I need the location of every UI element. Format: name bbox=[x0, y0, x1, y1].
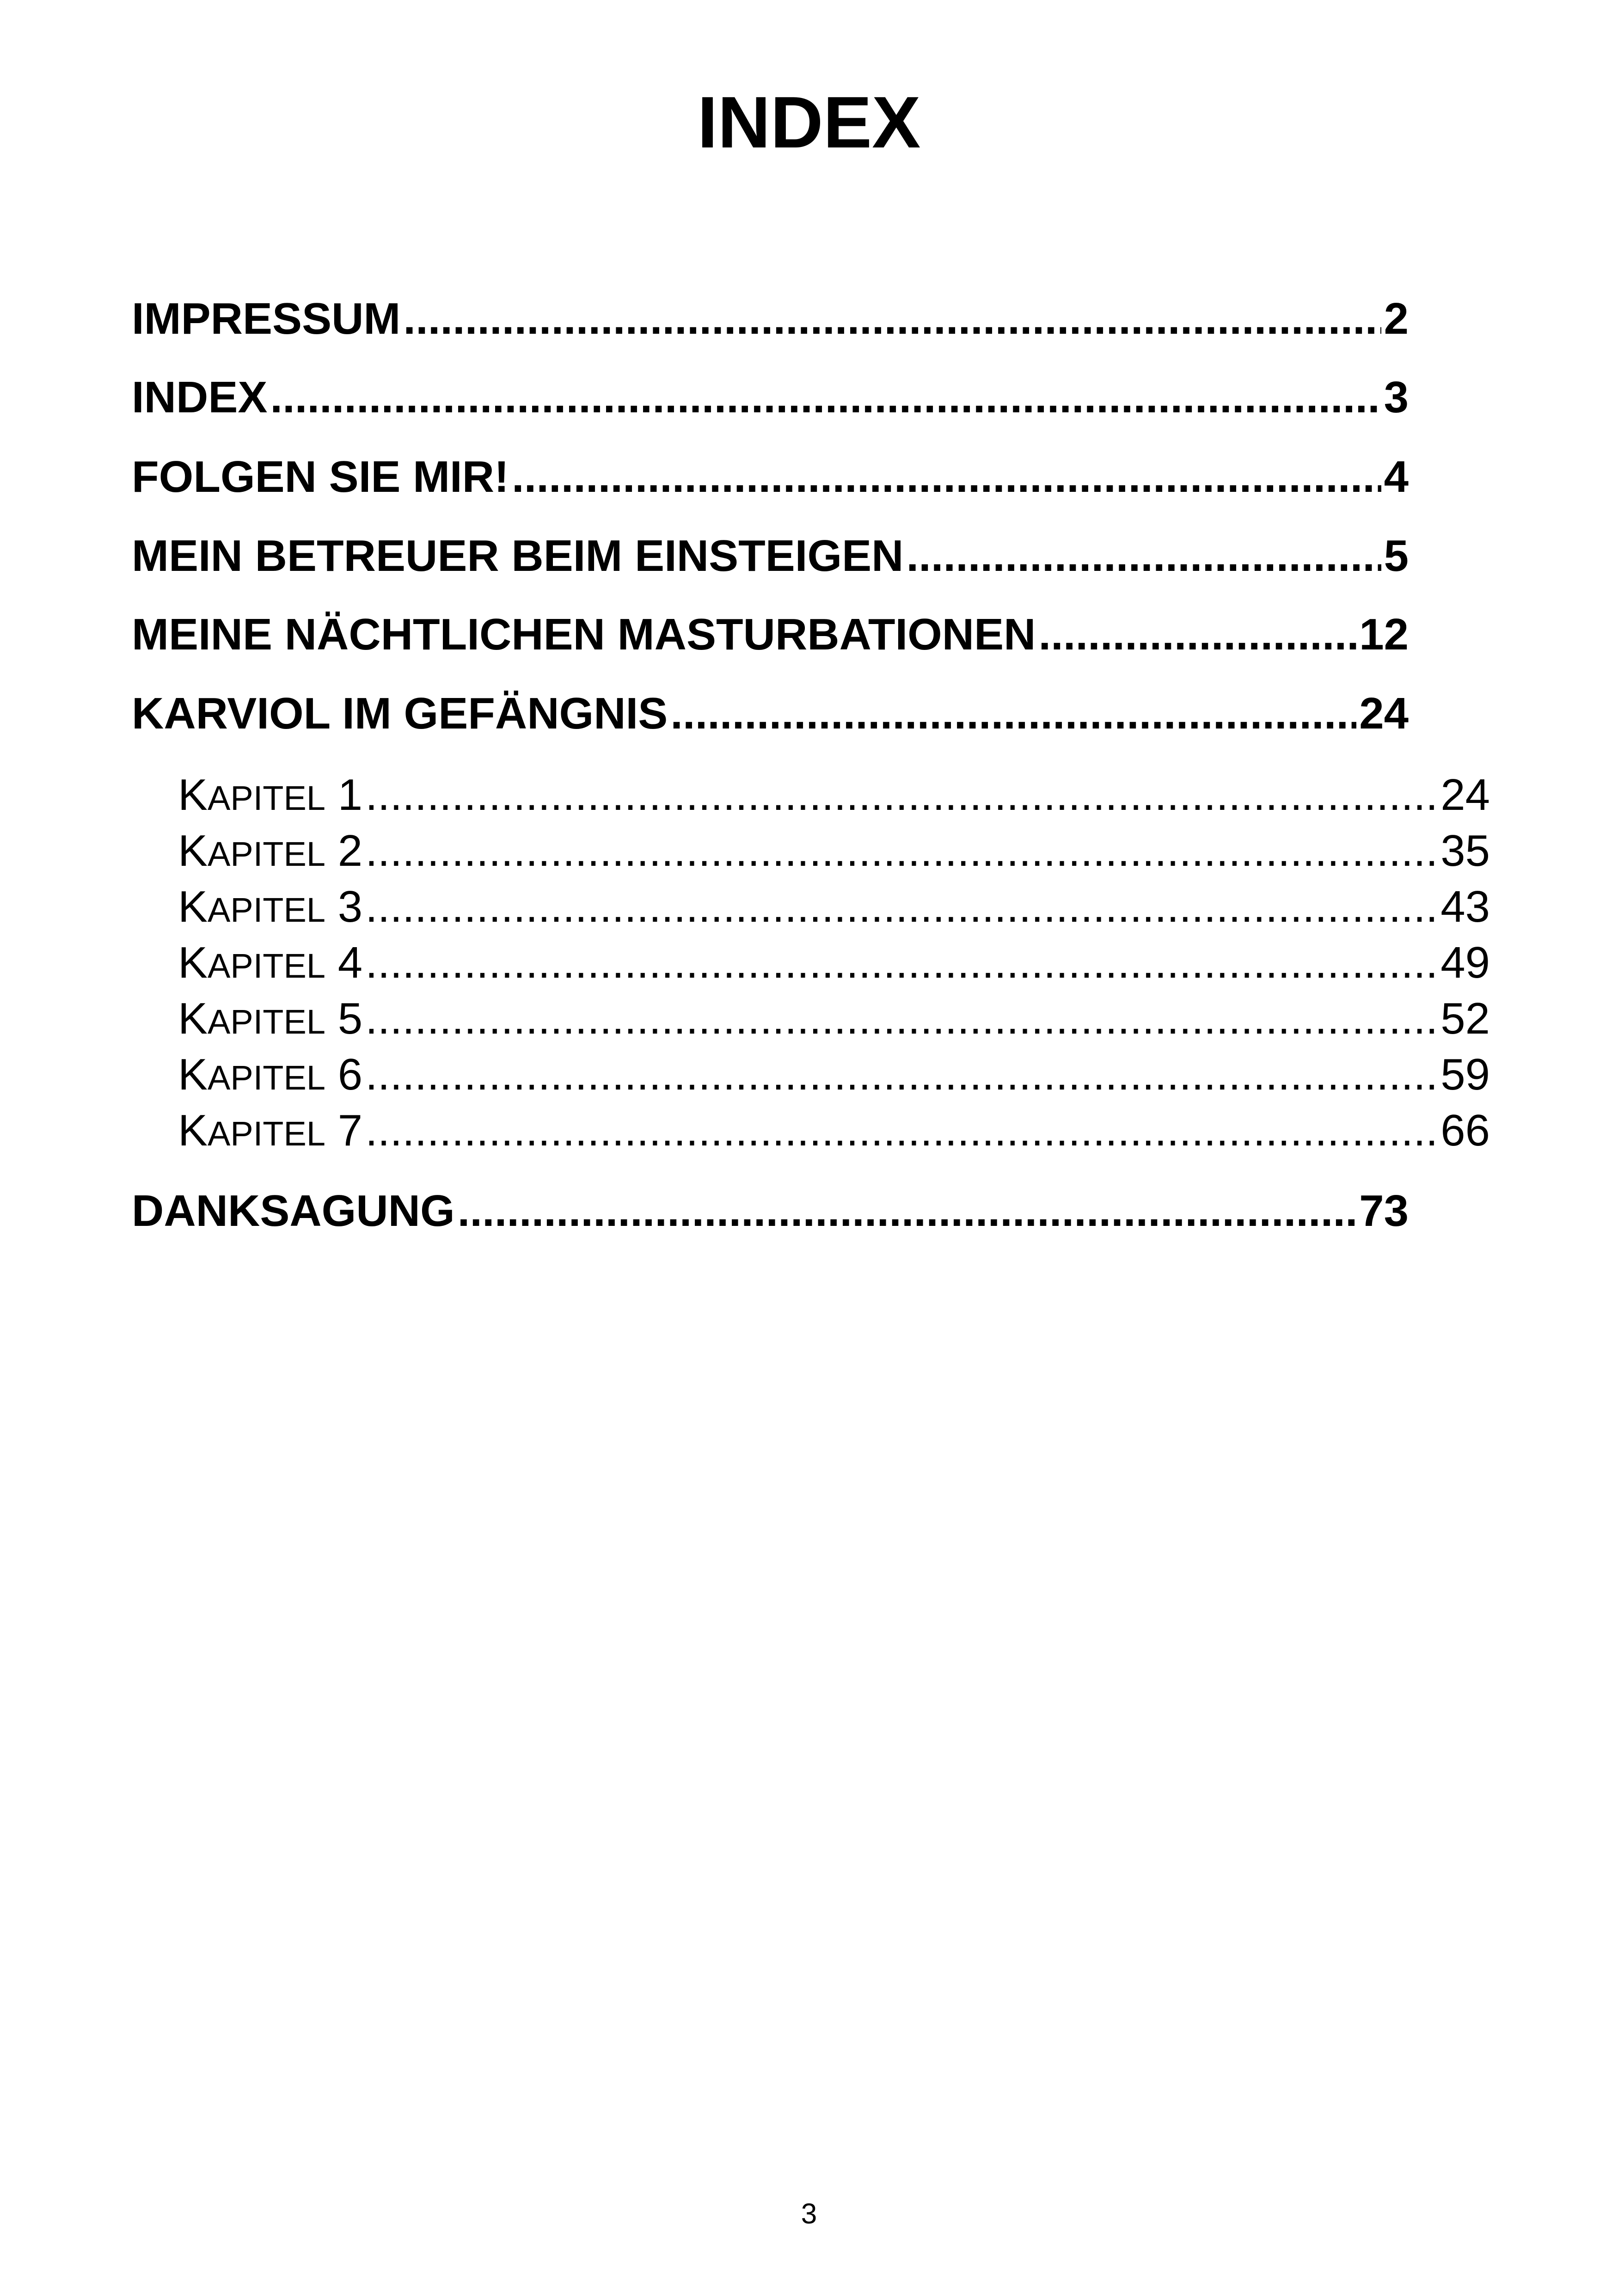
toc-entry-page: 73 bbox=[1359, 1186, 1409, 1236]
toc-entry-label: KARVIOL IM GEFÄNGNIS bbox=[132, 689, 668, 738]
toc-entry-index[interactable] bbox=[132, 370, 1409, 425]
toc-chapter-label: KAPITEL 1 bbox=[178, 770, 363, 820]
toc-entry-meine-naechtlichen[interactable] bbox=[132, 607, 1409, 662]
toc-chapter-label: KAPITEL 3 bbox=[178, 882, 363, 931]
dot-leader bbox=[365, 935, 1438, 991]
dot-leader bbox=[365, 879, 1438, 935]
toc-chapter-entry[interactable] bbox=[178, 823, 1490, 882]
toc-entry-page: 12 bbox=[1359, 610, 1409, 659]
toc-entry-page: 2 bbox=[1384, 294, 1409, 343]
toc-chapter-entry[interactable] bbox=[178, 1047, 1490, 1106]
dot-leader bbox=[365, 1103, 1438, 1158]
toc-entry-mein-betreuer[interactable] bbox=[132, 528, 1409, 584]
toc-chapter-label: KAPITEL 4 bbox=[178, 938, 363, 987]
toc-entry-label: MEIN BETREUER BEIM EINSTEIGEN bbox=[132, 531, 904, 581]
toc-entry-impressum[interactable] bbox=[132, 291, 1409, 347]
toc-chapter-entry[interactable] bbox=[178, 767, 1490, 826]
toc-entry-karviol[interactable] bbox=[132, 686, 1409, 741]
toc-entry-page: 3 bbox=[1384, 373, 1409, 422]
toc-entry-label: IMPRESSUM bbox=[132, 294, 401, 343]
toc-chapter-label: KAPITEL 2 bbox=[178, 826, 363, 876]
toc-entry-label: DANKSAGUNG bbox=[132, 1186, 455, 1236]
page-title: INDEX bbox=[697, 82, 921, 163]
dot-leader bbox=[1038, 607, 1356, 662]
dot-leader bbox=[365, 823, 1438, 879]
toc-entry-label: FOLGEN SIE MIR! bbox=[132, 452, 509, 502]
dot-leader bbox=[512, 449, 1381, 505]
toc-chapter-entry[interactable] bbox=[178, 1103, 1490, 1162]
toc-chapter-page: 24 bbox=[1440, 770, 1490, 820]
toc-entry-page: 4 bbox=[1384, 452, 1409, 502]
toc-chapter-page: 66 bbox=[1440, 1106, 1490, 1155]
toc-entry-folgen-sie-mir[interactable] bbox=[132, 449, 1409, 505]
toc-entry-label: INDEX bbox=[132, 373, 268, 422]
toc-entry-page: 5 bbox=[1384, 531, 1409, 581]
toc-chapter-label: KAPITEL 6 bbox=[178, 1050, 363, 1099]
toc-chapter-entry[interactable] bbox=[178, 991, 1490, 1050]
toc-entry-label: MEINE NÄCHTLICHEN MASTURBATIONEN bbox=[132, 610, 1036, 659]
toc-chapter-page: 35 bbox=[1440, 826, 1490, 876]
dot-leader bbox=[907, 528, 1381, 584]
dot-leader bbox=[365, 991, 1438, 1047]
dot-leader bbox=[458, 1183, 1357, 1239]
dot-leader bbox=[365, 767, 1438, 823]
dot-leader bbox=[403, 291, 1381, 347]
dot-leader bbox=[365, 1047, 1438, 1102]
toc-chapter-page: 43 bbox=[1440, 882, 1490, 931]
toc-chapter-label: KAPITEL 5 bbox=[178, 994, 363, 1043]
toc-chapter-page: 59 bbox=[1440, 1050, 1490, 1099]
toc-chapter-entry[interactable] bbox=[178, 879, 1490, 938]
toc-entry-page: 24 bbox=[1359, 689, 1409, 738]
toc-entry-danksagung[interactable] bbox=[132, 1183, 1409, 1239]
toc-chapter-label: KAPITEL 7 bbox=[178, 1106, 363, 1155]
dot-leader bbox=[270, 370, 1381, 425]
toc-chapter-page: 49 bbox=[1440, 938, 1490, 987]
page-number: 3 bbox=[801, 2198, 817, 2230]
toc-chapter-entry[interactable] bbox=[178, 935, 1490, 994]
toc-chapter-page: 52 bbox=[1440, 994, 1490, 1043]
dot-leader bbox=[670, 686, 1356, 741]
